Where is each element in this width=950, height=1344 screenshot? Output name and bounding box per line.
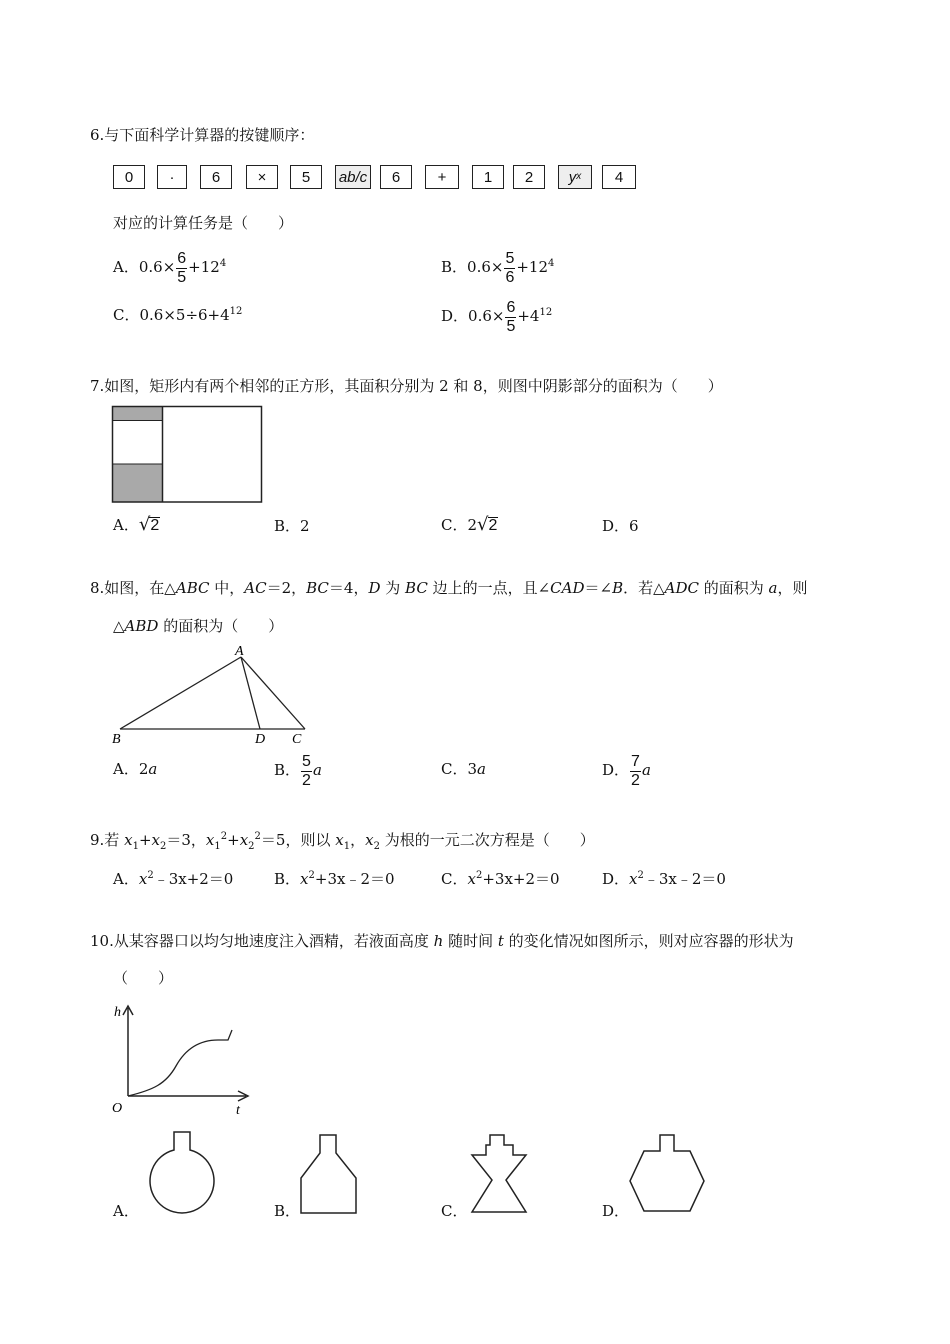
key-1: 1 [472, 165, 504, 189]
q8-option-c: C．3a [441, 760, 486, 778]
q8-option-b: B． $\frac{5}{2}$ a [274, 752, 322, 789]
q9-option-b: B．$x^2+3x﹣2=0$ [274, 870, 395, 888]
key-5: 5 [290, 165, 322, 189]
q10-option-b: B． [274, 1202, 301, 1220]
q6-option-a: A．0.6× $\frac{6}{5}$ $+12^4$ [113, 249, 227, 286]
q7-option-b: B．2 [274, 517, 310, 535]
q10-origin-label: O [112, 1101, 123, 1116]
q10-stem-line2: （ ） [113, 969, 174, 987]
q7-stem: 7.如图，矩形内有两个相邻的正方形，其面积分别为 2 和 8，则图中阴影部分的面积为（ ） [90, 377, 723, 395]
key-plus: + [425, 165, 459, 189]
q9-stem: 9.若 $x_1+x_2=3$，$x_1^2+x_2^2=5$，则以 $x_1$，$x_2$ 为根的一元二次方程是（ ） [90, 831, 595, 852]
q8-label-a: A [235, 644, 244, 659]
q8-stem-line1: 8.如图，在△ABC 中，AC＝2，BC＝4，D 为 BC 边上的一点，且∠CAD＝∠B．若△ADC 的面积为 a，则 [90, 579, 808, 597]
q10-conical-flask [301, 1135, 356, 1213]
q6-option-b: B．0.6× $\frac{5}{6}$ $+12^4$ [441, 249, 555, 286]
q10-container-d [628, 1133, 708, 1215]
q10-hourglass-vessel [472, 1135, 526, 1212]
q6-stem: 6.与下面科学计算器的按键顺序： [90, 126, 315, 144]
q7-shade-bottom [113, 464, 163, 502]
key-dot: · [157, 165, 187, 189]
q8-label-d: D [255, 732, 266, 747]
q8-triangle-figure [110, 643, 320, 748]
key-power-base: y [568, 168, 577, 186]
q6-prompt: 对应的计算任务是（ ） [113, 214, 294, 232]
key-0: 0 [113, 165, 145, 189]
q10-container-b [298, 1133, 360, 1215]
q8-option-a: A．2a [113, 760, 158, 778]
q8-option-d: D． $\frac{7}{2}$ a [602, 752, 651, 789]
key-4: 4 [602, 165, 636, 189]
key-power: y x [558, 165, 592, 189]
q10-stem: 10.从某容器口以均匀地速度注入酒精，若液面高度 h 随时间 t 的变化情况如图所示，则对应容器的形状为 [90, 932, 794, 950]
q7-shade-top [113, 407, 163, 421]
key-6: 6 [200, 165, 232, 189]
q10-container-a [150, 1130, 220, 1216]
q6-option-d: D．0.6× $\frac{6}{5}$ $+4^{12}$ [441, 298, 553, 335]
q8-label-c: C [292, 732, 302, 747]
q9-option-d: D．$x^2﹣3x﹣2=0$ [602, 870, 726, 888]
key-6b: 6 [380, 165, 412, 189]
key-2: 2 [513, 165, 545, 189]
q9-option-a: A．$x^2﹣3x+2=0$ [113, 870, 234, 888]
q10-option-d: D． [602, 1202, 630, 1220]
q10-axis-h-label: h [114, 1005, 121, 1020]
key-fraction: ab/c [335, 165, 371, 189]
q10-option-c: C． [441, 1202, 468, 1220]
q7-option-a: A．√2 [113, 514, 160, 535]
q7-option-c: C．2√2 [441, 514, 498, 535]
q7-option-d: D．6 [602, 517, 639, 535]
key-times: × [246, 165, 278, 189]
q10-hexagonal-vessel [630, 1135, 704, 1211]
q10-curve [128, 1030, 232, 1096]
q10-option-a: A． [113, 1202, 139, 1220]
q10-round-flask [150, 1132, 214, 1213]
q8-label-b: B [112, 732, 121, 747]
q7-figure [112, 406, 264, 504]
q10-graph [108, 998, 258, 1120]
q10-axis-t-label: t [236, 1103, 240, 1118]
q10-container-c [468, 1133, 530, 1215]
q9-option-c: C．$x^2+3x+2=0$ [441, 870, 560, 888]
q7-small-square [113, 421, 163, 465]
q6-option-c: C．$0.6\times 5\div 6+4^{12}$ [113, 306, 243, 324]
q8-stem-line2: △ABD 的面积为（ ） [113, 617, 284, 635]
q8-side-ab [120, 657, 241, 729]
